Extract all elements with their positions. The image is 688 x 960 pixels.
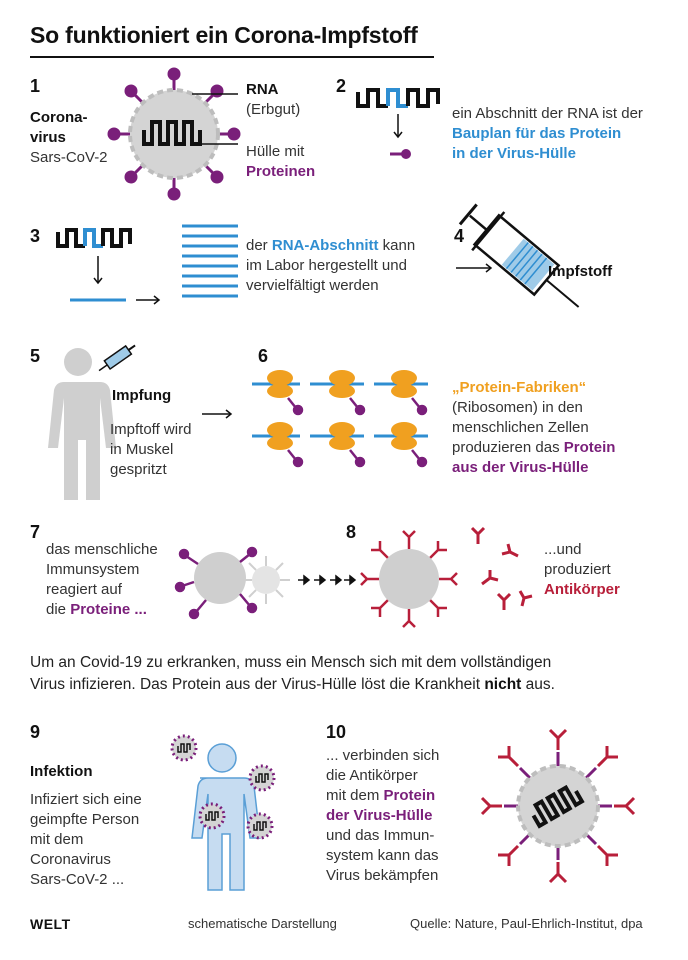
step-7-line-1: das menschliche [46,541,158,558]
step-9-line-2: geimpfte Person [30,811,140,828]
erbgut-label: (Erbgut) [246,101,301,118]
rna-label: RNA [246,81,279,98]
step-5-number: 5 [30,346,41,366]
step-6-line-4 [452,438,615,458]
step-5-line-2: in Muskel [110,441,174,458]
step-1-number: 1 [30,76,41,96]
step-10-text [326,746,439,886]
step-1-label-c: Sars-CoV-2 [30,149,108,166]
step-10-line-3a: mit dem [326,787,384,804]
step-7-line-4a: die [46,601,71,618]
step-1-rna-block [246,80,300,120]
step-8-number: 8 [346,522,357,542]
step-9-number: 9 [30,722,41,742]
step-5-line-1: Impftoff wird [110,421,192,438]
step-7-line-4 [46,600,158,620]
footer-note: schematische Darstellung [188,916,337,931]
step-6-line-4b: Protein [563,439,616,456]
step-2-line-3: in der Virus-Hülle [452,145,576,162]
step-7-line-4b: Proteine ... [70,601,147,618]
step-9-text [30,790,142,890]
step-3-highlight: RNA-Abschnitt [271,237,379,254]
step-3-line-2: im Labor hergestellt und [246,257,407,274]
proteinen-label: Proteinen [246,163,316,180]
infection-note [30,652,555,696]
step-2-text [452,104,643,164]
step-1-pointer-lines [190,86,250,176]
step-8-line-3: Antikörper [544,581,620,598]
step-3-number: 3 [30,226,41,246]
step-4-number: 4 [454,226,465,246]
step-1-label-b: virus [30,129,66,146]
step-9-line-1: Infiziert sich eine [30,791,142,808]
step-3-post: kann [378,237,416,254]
step-3-line-1 [246,236,415,256]
welt-logo: WELT [30,916,71,932]
note-line-1: Um an Covid-19 zu erkranken, muss ein Mensch sich mit dem vollständigen [30,654,552,671]
b-cell-illustration [354,524,464,634]
note-line-2a: Virus infizieren. Das Protein aus der Virus-Hülle löst die Krankheit [30,676,485,693]
step-7-text [46,540,158,620]
step-6-number: 6 [258,346,269,366]
step-2-line-1: ein Abschnitt der RNA ist der [452,105,643,122]
step-3-text [246,236,415,296]
step-3-line-3: vervielfältigt werden [246,277,379,294]
footer-source: Quelle: Nature, Paul-Ehrlich-Institut, dpa [410,916,643,931]
impfstoff-label: Impfstoff [548,263,613,280]
step-2-number: 2 [336,76,347,96]
step-6-text [452,378,615,478]
infektion-heading: Infektion [30,763,93,780]
step-7-line-2: Immunsystem [46,561,140,578]
step-9-line-5: Sars-CoV-2 ... [30,871,125,888]
step-5-line-3: gespritzt [110,461,167,478]
rna-copies-stack [180,220,240,310]
step-8-line-1: ...und [544,541,582,558]
immune-cell-illustration [180,530,360,630]
ribosomes-illustration [252,366,452,476]
huelle-label: Hülle mit [246,143,305,160]
step-7-line-3: reagiert auf [46,581,122,598]
step-9-line-4: Coronavirus [30,851,111,868]
impfung-heading: Impfung [112,387,172,404]
step-1-label-a: Corona- [30,109,88,126]
step-3-pre: der [246,237,272,254]
step-10-line-3b: Protein [383,787,436,804]
step-6-line-2: (Ribosomen) in den [452,399,583,416]
page-title: So funktioniert ein Corona-Impfstoff [30,22,418,48]
step-10-line-4: der Virus-Hülle [326,807,433,824]
step-10-line-2: die Antikörper [326,767,418,784]
step-8-text [544,540,620,600]
step-6-line-5: aus der Virus-Hülle [452,459,589,476]
step-10-line-5: und das Immun- [326,827,435,844]
step-10-number: 10 [326,722,347,742]
note-line-2c: aus. [521,676,555,693]
step-8-line-2: produziert [544,561,611,578]
step-10-line-1: ... verbinden sich [326,747,440,764]
small-syringe-icon [96,340,146,380]
free-antibodies [464,526,544,626]
step-5-text [110,420,191,480]
step-6-line-4a: produzieren das [452,439,564,456]
rna-strand-icon [356,84,446,164]
step-2-line-2: Bauplan für das Protein [452,125,622,142]
step-10-line-7: Virus bekämpfen [326,867,439,884]
step-6-highlight: „Protein-Fabriken“ [452,379,587,396]
step-6-line-3: menschlichen Zellen [452,419,589,436]
step-10-line-3 [326,786,439,806]
step-5-arrow [200,406,240,422]
infected-person-illustration [160,730,290,900]
step-7-number: 7 [30,522,41,542]
step-10-line-6: system kann das [326,847,439,864]
title-rule [30,56,434,58]
note-line-2b: nicht [484,676,522,693]
note-line-2 [30,674,555,696]
step-1-huelle-block [246,142,315,182]
step-9-line-3: mit dem [30,831,84,848]
step-1-label [30,108,108,168]
neutralized-virus-illustration [470,720,650,900]
